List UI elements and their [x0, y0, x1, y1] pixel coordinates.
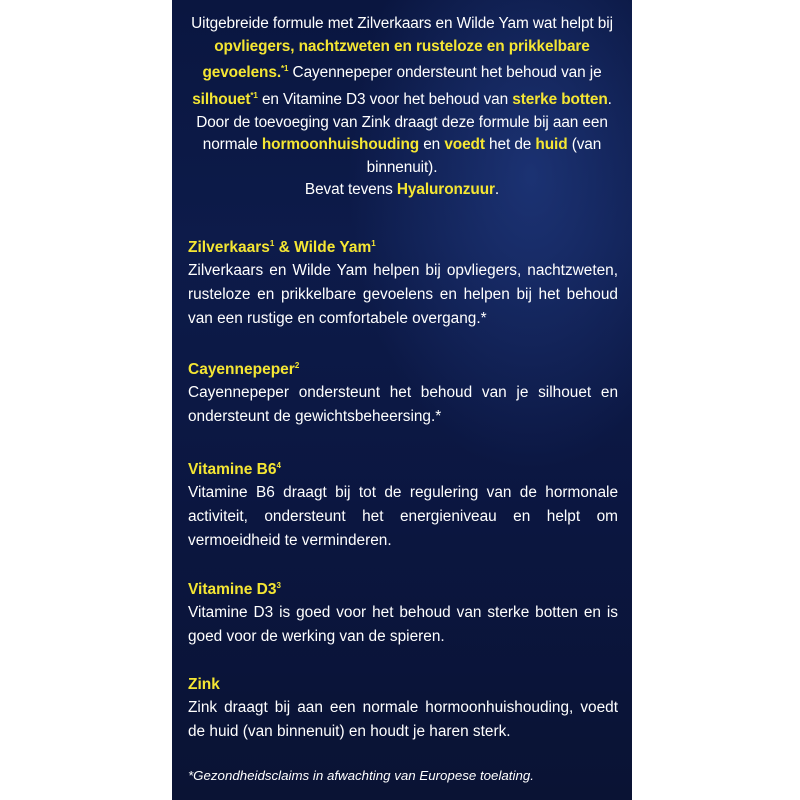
section-title: Vitamine $B6^4$ — [188, 461, 281, 479]
intro-highlight: *1 — [250, 90, 258, 100]
intro-segment: Uitgebreide formule met Zilverkaars en Wilde Yam wat helpt bij — [191, 15, 613, 32]
section-zilverkaars-wilde-yam — [188, 233, 618, 331]
intro-highlight: voedt — [444, 136, 485, 154]
intro-segment: het de — [484, 136, 536, 154]
section-zink — [188, 674, 618, 744]
footnote: *Gezondheidsclaims in afwachting van Europese toelating. — [188, 768, 534, 783]
section-title: Cayennepeper$^2$ — [188, 361, 300, 379]
intro-highlight: Hyaluronzuur — [396, 181, 495, 199]
section-title: Zink — [188, 676, 220, 693]
section-text: Cayennepeper ondersteunt het behoud van je silhouet en ondersteunt de gewichtsbeheersing.* — [188, 384, 618, 426]
intro-highlight: hormoonhuishouding — [261, 136, 420, 154]
intro-highlight: sterke botten — [512, 91, 608, 109]
intro-segment: en — [419, 136, 445, 154]
intro-segment: Bevat tevens — [304, 181, 397, 199]
intro-text — [182, 13, 622, 202]
intro-segment: . Door de toevoeging van Zink draagt deze formule bij aan een normale — [196, 91, 612, 154]
section-text: Zink draagt bij aan een normale hormoonhuishouding, voedt de huid (van binnenuit) en houdt je haren sterk. — [188, 699, 618, 740]
section-vitamine-d3 — [188, 575, 618, 649]
intro-highlight: *1 — [281, 64, 289, 74]
intro-segment: (van binnenuit). — [366, 136, 602, 176]
section-text: Vitamine D3 is goed voor het behoud van sterke botten en is goed voor de werking van de spieren. — [188, 604, 618, 646]
intro-highlight: opvliegers, nachtzweten en rusteloze en prikkelbare gevoelens. — [202, 37, 590, 82]
section-text: Vitamine B6 draagt bij tot de regulering van de hormonale activiteit, ondersteunt het energieniveau en helpt om vermoeidheid te verminderen. — [188, 484, 618, 550]
section-title: Vitamine $D3^3$ — [188, 581, 281, 599]
intro-highlight: huid — [535, 136, 568, 154]
intro-highlight: silhouet — [192, 91, 251, 109]
intro-segment: . — [494, 181, 500, 199]
intro-segment: Cayennepeper ondersteunt het behoud van je — [288, 64, 602, 82]
section-vitamine-b6 — [188, 455, 618, 553]
section-title: Zilverkaars$^1$ & Wilde Yam$^1$ — [188, 239, 376, 257]
section-text: Zilverkaars en Wilde Yam helpen bij opvliegers, nachtzweten, rusteloze en prikkelbare gevoelens en helpen bij het behoud van een rustige en comfortabele overgang.* — [188, 262, 618, 328]
section-cayennepeper — [188, 355, 618, 429]
product-info-panel — [172, 0, 632, 800]
intro-segment: en Vitamine D3 voor het behoud van — [257, 91, 513, 109]
